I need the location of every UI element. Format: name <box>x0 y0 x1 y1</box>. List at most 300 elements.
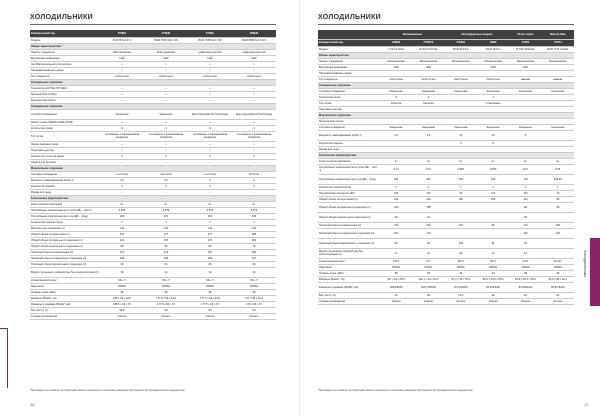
row-label: Перенавешиваемые двери <box>318 70 380 76</box>
table-cell: 177 x 59 x 64,5 <box>232 295 276 301</box>
table-cell: 13 <box>445 130 477 140</box>
table-cell: — <box>100 119 144 125</box>
table-cell: 66 <box>100 261 144 267</box>
table-cell: Италия <box>542 298 574 304</box>
table-cell: A+ <box>232 201 276 207</box>
table-cell: 1 <box>477 94 509 100</box>
row-label: Уровень шума (дБА) <box>30 289 100 295</box>
row-label: Система охлаждения <box>30 109 100 119</box>
table-cell: 1 <box>445 184 477 190</box>
table-cell: 38 <box>380 270 412 276</box>
table-cell: 2,5 <box>100 177 144 183</box>
table-cell: 49 <box>380 238 412 248</box>
table-cell: 3 <box>144 183 188 189</box>
table-cell: • <box>188 147 232 153</box>
row-label: Полезный объем холодильного отделения (л) <box>318 228 380 238</box>
table-cell: • <box>232 61 276 67</box>
table-cell: • <box>100 67 144 73</box>
section-title: Морозильное отделение <box>318 112 574 118</box>
table-cell <box>477 202 509 212</box>
group-header-cell <box>318 30 380 39</box>
table-cell: • <box>100 61 144 67</box>
table-cell: 38 <box>144 289 188 295</box>
table-row <box>318 228 574 238</box>
table-cell: 177,5 x 59 x 64,5 <box>144 295 188 301</box>
table-cell: 220 <box>412 222 444 228</box>
header-model-code: F7NHS <box>144 30 188 37</box>
table-cell: Капельная <box>509 124 541 130</box>
table-cell: 164,7x58x59 <box>412 282 444 292</box>
spec-table-left <box>30 30 276 320</box>
table-cell: Решетка <box>380 100 412 106</box>
table-cell <box>477 228 509 238</box>
table-cell: 130 <box>509 190 541 196</box>
table-cell: 193 <box>445 222 477 228</box>
table-cell: — <box>100 97 144 103</box>
right-page <box>300 0 600 416</box>
table-cell: LED индикация <box>144 49 188 55</box>
table-cell: R600a <box>144 283 188 289</box>
table-cell: 3 <box>232 153 276 159</box>
row-label: Мощность замораживания (кг/24 ч) <box>318 130 380 140</box>
table-cell: 1 <box>509 184 541 190</box>
table-cell: • <box>188 67 232 73</box>
header-model-code: FT822 <box>509 39 541 46</box>
table-cell: 2,5 <box>144 177 188 183</box>
table-cell: цифровой дисплей <box>232 49 276 55</box>
table-row <box>30 267 276 277</box>
page-number: 17 <box>584 402 589 407</box>
table-cell: 191 <box>380 228 412 238</box>
table-cell: 81,8x64x64 <box>509 282 541 292</box>
table-cell: R600a <box>380 264 412 270</box>
table-cell: 1 <box>380 184 412 190</box>
table-cell: изобутилен <box>412 76 444 82</box>
table-cell: 44 <box>380 292 412 298</box>
row-label: Вес (нетто, кг) <box>318 292 380 298</box>
table-cell: 0,873 <box>232 207 276 213</box>
table-cell: 1 <box>477 184 509 190</box>
table-cell: изобутилен <box>144 73 188 79</box>
table-cell: 60 <box>542 292 574 298</box>
row-label: Функция Fast Cooling <box>30 91 100 97</box>
table-row <box>30 313 276 319</box>
table-cell: 87,2 x 59 x 55,5 <box>445 276 477 282</box>
table-cell: 38 <box>188 289 232 295</box>
table-cell: • <box>144 147 188 153</box>
table-cell: 186 x 59 x 64,5 <box>100 295 144 301</box>
table-cell: изобутилен <box>380 76 412 82</box>
row-label: Количество компрессоров <box>318 184 380 190</box>
table-cell: 70 <box>542 190 574 196</box>
row-label: Тип хладагента <box>318 76 380 82</box>
table-cell: 60 <box>232 307 276 313</box>
table-cell <box>445 202 477 212</box>
header-label-cell: Коммерческий код <box>318 39 380 46</box>
row-label: Общий объем холодильника (л) <box>30 231 100 237</box>
table-row <box>30 131 276 141</box>
table-cell: 3 <box>188 183 232 189</box>
table-cell: 1 <box>188 219 232 225</box>
table-cell: 0,73 <box>380 164 412 174</box>
table-cell: LED индикация <box>100 49 144 55</box>
row-label: Модель <box>318 46 380 52</box>
group-header-cell: Нестандартные модели <box>445 30 510 39</box>
table-cell: 252 <box>412 174 444 184</box>
table-cell: вентилируемая Air Technology <box>188 109 232 119</box>
table-cell: Low Frost <box>188 171 232 177</box>
row-label: Защитный <box>318 264 380 270</box>
table-cell: — <box>144 97 188 103</box>
row-label: Подставка для яиц <box>318 106 380 112</box>
table-cell: — <box>188 97 232 103</box>
table-cell: Стеклянные <box>477 100 509 106</box>
table-cell: изобутилен <box>100 73 144 79</box>
table-cell <box>542 238 574 248</box>
table-row <box>318 298 574 304</box>
table-cell: 180 <box>380 190 412 196</box>
table-cell: N-ST <box>509 258 541 264</box>
row-label: Количество ящиков <box>318 140 380 146</box>
section-title: Технические характеристики <box>30 195 276 201</box>
table-cell: 35 <box>412 270 444 276</box>
table-cell: 197 <box>144 237 188 243</box>
table-cell: — <box>100 159 144 165</box>
table-cell: — <box>232 119 276 125</box>
table-cell: Low Frost <box>100 171 144 177</box>
table-cell: • <box>100 141 144 147</box>
table-cell: 204 <box>232 237 276 243</box>
table-cell: — <box>144 85 188 91</box>
table-cell: • <box>232 189 276 195</box>
table-cell: • <box>100 189 144 195</box>
table-cell: Механическая <box>380 58 412 64</box>
table-cell: — <box>232 159 276 165</box>
page-title: ХОЛОДИЛЬНИКИ <box>318 14 381 21</box>
table-cell: • <box>188 85 232 91</box>
table-cell: 59 <box>144 307 188 313</box>
table-cell: 1 <box>542 184 574 190</box>
table-cell: 0,35 <box>542 164 574 174</box>
group-header-cell: Side-by-Side <box>542 30 574 39</box>
table-cell: 270 <box>100 231 144 237</box>
table-cell: R600a <box>542 264 574 270</box>
table-cell: • <box>188 91 232 97</box>
table-cell: Механическая <box>412 58 444 64</box>
row-label: Технология ACTIVE OXYGEN <box>30 85 100 91</box>
table-cell: A+ <box>188 201 232 207</box>
table-cell: Капельная <box>380 88 412 94</box>
table-cell: 3 <box>232 183 276 189</box>
row-label: Система охлаждения <box>30 171 100 177</box>
row-label: Потребление электроэнергии в год (кВт · ч/год) <box>318 174 380 184</box>
row-label: Количество полок <box>30 125 100 131</box>
section-title: Общие характеристики <box>318 52 574 58</box>
table-cell: LED <box>188 55 232 61</box>
row-label: Климатический класс <box>30 277 100 283</box>
table-cell: SN-T <box>477 258 509 264</box>
table-cell: BGR 7055 NA F NX <box>188 37 232 43</box>
table-cell: • <box>188 189 232 195</box>
table-cell: Италия <box>509 298 541 304</box>
table-cell: 196 <box>445 196 477 202</box>
table-cell: 14 <box>144 267 188 277</box>
table-cell: 4 <box>144 125 188 131</box>
table-cell: 276 <box>144 249 188 255</box>
table-cell: SN—T <box>188 277 232 283</box>
table-cell: A+ <box>144 201 188 207</box>
table-cell: Решетка <box>412 100 444 106</box>
table-cell: • <box>144 141 188 147</box>
table-cell <box>542 130 574 140</box>
table-cell: 29 <box>445 248 477 258</box>
table-cell: A+ <box>477 158 509 164</box>
row-label: Размеры в упаковке (ВxШxГ, см) <box>30 301 100 307</box>
table-cell: Италия <box>412 298 444 304</box>
table-cell: 4 <box>232 125 276 131</box>
table-cell: Италия <box>380 298 412 304</box>
table-cell: SN—T <box>232 277 276 283</box>
row-label: Время сохранения температуры без электропитания (ч) <box>318 248 380 258</box>
row-label: Полезный объем морозильного отделения (л) <box>318 238 380 248</box>
table-cell: 196 <box>144 255 188 261</box>
row-label: Размеры в упаковке (ВxШxГ, см) <box>318 282 380 292</box>
row-label: Внутреннее освещение <box>318 64 380 70</box>
table-cell: 107 x 54 x 55,5 <box>380 276 412 282</box>
table-cell <box>445 228 477 238</box>
table-row <box>318 164 574 174</box>
table-cell: 87,2x66x66 <box>445 282 477 292</box>
table-cell: 282 <box>232 231 276 237</box>
side-section-tab <box>590 238 600 306</box>
table-cell: 38 <box>232 289 276 295</box>
table-cell: 63 <box>232 261 276 267</box>
section-title: Холодильное отделение <box>30 103 276 109</box>
table-cell: 81,8 x 59,5 x 55,5 <box>477 276 509 282</box>
table-cell: 3 <box>477 140 509 146</box>
table-cell: 18 <box>509 212 541 222</box>
table-cell: 106x58x65 <box>380 282 412 292</box>
row-label: Количество полок <box>318 94 380 100</box>
table-cell: No Frost <box>232 171 276 177</box>
row-label: Климатический класс <box>318 258 380 264</box>
table-cell: 294 <box>100 213 144 219</box>
corner-mark <box>0 328 8 388</box>
table-cell: • <box>232 147 276 153</box>
table-cell <box>445 212 477 222</box>
header-model-code: F98N <box>477 39 509 46</box>
table-cell: 177,5 x 59 x 64,5 <box>188 295 232 301</box>
table-cell: 98 <box>542 202 574 212</box>
table-cell: — <box>232 85 276 91</box>
table-cell: 80 <box>188 243 232 249</box>
row-label: Тип полок <box>30 131 100 141</box>
table-cell: 1 <box>232 219 276 225</box>
table-cell: A+ <box>100 201 144 207</box>
table-cell: 120 <box>542 228 574 238</box>
row-label: Тип хладагента <box>30 73 100 79</box>
table-cell: 1 <box>144 219 188 225</box>
table-cell: 98 <box>542 196 574 202</box>
table-cell: 59,5 <box>100 307 144 313</box>
table-cell: 197 <box>188 237 232 243</box>
table-cell <box>542 212 574 222</box>
row-label: Ящики овощных полок <box>30 141 100 147</box>
table-cell: 2,5 <box>412 130 444 140</box>
table-cell: A+ <box>412 158 444 164</box>
row-label: Общий объем холодильника (л) <box>318 196 380 202</box>
table-cell: 4 <box>232 177 276 183</box>
table-cell: BGR 7056 NA F NS <box>144 37 188 43</box>
row-label: Страна производства <box>318 298 380 304</box>
table-cell: стеклянные с алюминиевым профилем <box>232 131 276 141</box>
table-cell: R600a <box>445 264 477 270</box>
table-cell: Италия <box>477 298 509 304</box>
table-cell: 14 <box>232 267 276 277</box>
table-cell: 124 <box>509 222 541 228</box>
row-label: Размеры (ВxШxГ, см) <box>318 276 380 282</box>
table-cell: 18 <box>100 267 144 277</box>
page-number: 16 <box>30 402 35 407</box>
table-cell: 38 <box>509 270 541 276</box>
row-label: Потребление электроэнергии в сутки (кВт · ч/24 ч) <box>318 164 380 174</box>
table-cell: 270 <box>100 249 144 255</box>
table-cell: 250 <box>232 249 276 255</box>
table-cell: 0,552 <box>445 164 477 174</box>
table-cell: LED <box>100 55 144 61</box>
table-cell: 42 <box>412 238 444 248</box>
row-label: Класс энергопотребления <box>30 201 100 207</box>
row-label: Подставка для яиц <box>30 147 100 153</box>
table-row <box>318 238 574 248</box>
table-cell: 179 x 63 x 70 <box>232 301 276 307</box>
table-cell: 18 <box>509 238 541 248</box>
table-cell: 140 <box>100 225 144 231</box>
table-cell: 319 <box>232 213 276 219</box>
table-cell: 110 <box>477 190 509 196</box>
table-cell: T 16 A1 D/HA <box>380 46 412 52</box>
table-cell: LED <box>477 64 509 70</box>
row-label: Полезный объем холодильника (л) <box>318 222 380 228</box>
table-cell: 0,67 <box>509 164 541 174</box>
table-cell: 66 <box>144 261 188 267</box>
side-section-label: Холодильники <box>583 250 588 277</box>
table-cell: 177,5 x 63 x 70 <box>144 301 188 307</box>
table-cell: 66 <box>188 261 232 267</box>
header-row <box>30 30 276 37</box>
row-label: Антибактериальный уплотнитель <box>30 61 100 67</box>
row-label: Полезный объем морозильного отделения (л) <box>30 261 100 267</box>
table-cell: SN—T <box>100 277 144 283</box>
table-cell: B FR 831 B A <box>445 46 477 52</box>
row-label: Защитный <box>30 283 100 289</box>
row-label: Система охлаждения <box>318 124 380 130</box>
footnote: *Производитель оставляет за собой право вносить изменения в технические характеристики моделей без предварительного уведомления. <box>318 389 474 392</box>
table-row <box>318 130 574 140</box>
table-cell: 80 <box>144 243 188 249</box>
table-cell: 42 <box>412 212 444 222</box>
row-label: Потребляемая мощность (Вт) <box>318 190 380 196</box>
group-header-row <box>318 30 574 39</box>
table-cell: B FR 1222.1 <box>477 46 509 52</box>
table-cell: 319 <box>188 213 232 219</box>
table-cell: 3 <box>144 153 188 159</box>
table-cell: изобутилен <box>232 73 276 79</box>
table-cell: B 3075 N A F S <box>100 37 144 43</box>
table-cell: 59 <box>188 307 232 313</box>
table-cell: R600a <box>232 283 276 289</box>
row-label: Форма для льда <box>318 146 380 152</box>
table-cell: Капельная <box>445 88 477 94</box>
table-cell: 13 <box>477 130 509 140</box>
table-cell: Механическая <box>477 58 509 64</box>
table-cell: 14 <box>509 248 541 258</box>
table-cell: 1 <box>412 184 444 190</box>
table-cell: 197 <box>232 255 276 261</box>
row-label: Количество компрессоров <box>30 219 100 225</box>
table-cell: Капельная <box>542 88 574 94</box>
row-label: Время сохранения температуры без электропитания (ч) <box>30 267 100 277</box>
section-title: Холодильное отделение <box>318 82 574 88</box>
table-cell: BGR 8050 N A F NX <box>232 37 276 43</box>
row-label: Общий объем холодильного отделения (л) <box>30 237 100 243</box>
table-cell: 202 <box>445 174 477 184</box>
table-cell: LED <box>509 64 541 70</box>
table-cell: R600a <box>412 264 444 270</box>
row-label: Класс энергопотребления <box>318 158 380 164</box>
table-cell: 49 <box>380 212 412 222</box>
table-cell: • <box>232 91 276 97</box>
table-cell: 110 <box>412 190 444 196</box>
table-cell: A+ <box>509 158 541 164</box>
row-label: Модель <box>30 37 100 43</box>
table-cell: 0,67 <box>412 164 444 174</box>
row-label: Страна производства <box>30 313 100 319</box>
table-cell: — <box>188 119 232 125</box>
table-cell: SN-T <box>380 258 412 264</box>
table-cell: цифровой дисплей <box>188 49 232 55</box>
table-cell: 28 <box>477 292 509 298</box>
table-cell: 14 <box>188 267 232 277</box>
header-model-code: F98NS <box>380 39 412 46</box>
table-cell: A+ <box>380 158 412 164</box>
table-row <box>318 282 574 292</box>
table-cell: изобутилен <box>477 76 509 82</box>
table-cell: 2 <box>509 130 541 140</box>
table-cell: 4 <box>100 125 144 131</box>
row-label: Система охлаждения <box>318 88 380 94</box>
table-cell: R600a <box>100 283 144 289</box>
table-cell: 3 <box>188 153 232 159</box>
header-label-cell: Коммерческий код <box>30 30 100 37</box>
table-cell: 179 <box>412 228 444 238</box>
table-cell: 193 <box>445 238 477 248</box>
table-cell: 212 <box>100 237 144 243</box>
table-cell: Капельная <box>477 124 509 130</box>
footnote: *Производитель оставляет за собой право вносить изменения в технические характеристики моделей без предварительного уведомления. <box>30 389 186 392</box>
table-cell: • <box>144 189 188 195</box>
table-cell: 5 <box>380 94 412 100</box>
table-cell: Капельная <box>477 88 509 94</box>
row-label: Уровень шума (дБА) <box>318 270 380 276</box>
header-model-code: F76NFS <box>412 39 444 46</box>
table-cell: — <box>232 97 276 103</box>
header-model-code: F70NX <box>188 30 232 37</box>
header-model-code: FT874 <box>542 39 574 46</box>
section-title: Холодильное отделение <box>30 79 276 85</box>
row-label: Общий объем холодильного отделения (л) <box>318 202 380 212</box>
table-cell: 4 <box>445 140 477 146</box>
